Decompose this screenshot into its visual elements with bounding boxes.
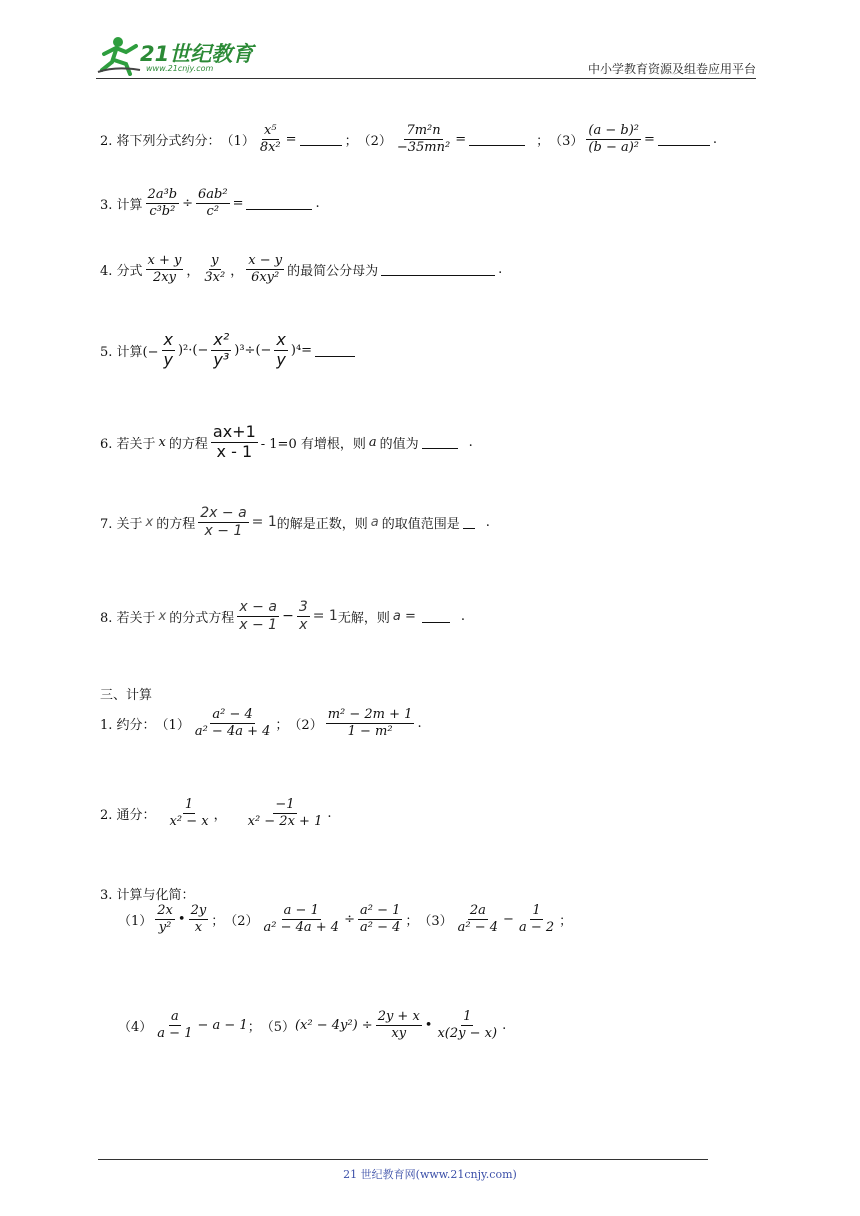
q5-frac1: $\frac{x}{y}$ [163, 330, 173, 369]
q5-blank[interactable] [315, 344, 355, 357]
question-5: 5. 计算(− $\frac{x}{y}$ )²·(− $\frac{\text{x²}}{\text{y³}}$ )³÷(− $\frac{x}{y}$ )⁴= [100, 332, 358, 369]
calc-2: 2. 通分： $\frac{1}{\text{x² − x}}$ ， $\frac{-1}{\text{x² − 2x + 1}}$ . [100, 797, 332, 829]
q4-frac2: $\frac{y}{\text{3x²}}$ [204, 253, 226, 285]
logo-title: 21世纪教育 [140, 42, 254, 66]
q2-part3-label: （3） [549, 133, 584, 149]
q2-frac1: $\frac{\text{x⁵}}{\text{8x²}}$ [259, 123, 281, 155]
question-6: 6. 若关于 x 的方程 $\frac{ax+1}{x - 1}$ - 1=0 有增根，则 a 的值为 . [100, 422, 473, 461]
q6-frac: $\frac{ax+1}{x - 1}$ [212, 422, 256, 461]
q3-lead: 3. 计算 [100, 197, 143, 213]
q5-frac2: $\frac{\text{x²}}{\text{y³}}$ [213, 330, 230, 369]
q2-frac3: $\frac{\text{(a − b)²}}{\text{(b − a)²}}$ [588, 123, 640, 155]
c2-frac2: $\frac{-1}{\text{x² − 2x + 1}}$ [247, 797, 323, 829]
q2-part2-label: （2） [357, 133, 392, 149]
q5-frac3: $\frac{x}{y}$ [276, 330, 286, 369]
q5-lead: 5. 计算(− [100, 344, 159, 360]
q4-frac3: $\frac{x - y}{\text{6xy²}}$ [248, 253, 283, 285]
q4-frac1: $\frac{x + y}{2xy}$ [147, 253, 182, 285]
q8-lead: 8. 若关于 [100, 610, 156, 626]
q2-blank3[interactable] [658, 133, 710, 146]
footer-link[interactable]: 21 世纪教育网(www.21cnjy.com) [343, 1168, 517, 1181]
q6-blank[interactable] [422, 436, 458, 449]
q2-blank1[interactable] [300, 133, 342, 146]
calc-3-row1: （1） $\frac{2x}{\text{y²}}$ • $\frac{2y}{x}$ ； （2） $\frac{a - 1}{\text{a² − 4a + 4}}$ ÷ $\frac{\text{a² − 1}}{\text{a² − 4}}$ ； （3） $\frac{2a}{\text{a² − 4}}$ − $\frac{1}{a - 2}$ ； [118, 903, 573, 935]
header-platform-text: 中小学教育资源及组卷应用平台 [587, 62, 756, 76]
calc-3-title: 3. 计算与化简： [100, 888, 195, 903]
q4-lead: 4. 分式 [100, 263, 143, 279]
c1-frac2: $\frac{\text{m² − 2m + 1}}{\text{1 − m²}}$ [327, 707, 413, 739]
question-4: 4. 分式 $\frac{x + y}{2xy}$ ， $\frac{y}{\text{3x²}}$ ， $\frac{x - y}{\text{6xy²}}$ 的最简公分母为 . [100, 253, 503, 285]
q3-frac2: $\frac{\text{6ab²}}{\text{c²}}$ [198, 187, 228, 219]
section-3-title: 三、计算 [100, 688, 153, 703]
calc-3-row2: （4） $\frac{a}{a - 1}$ − a − 1 ； （5） (x² − 4y²) ÷ $\frac{2y + x}{xy}$ • $\frac{1}{x(2y - x)}$ . [118, 1009, 507, 1041]
q8-frac2: $\frac{3}{x}$ [298, 599, 308, 633]
calc-1: 1. 约分： （1） $\frac{\text{a² − 4}}{\text{a² − 4a + 4}}$ ； （2） $\frac{\text{m² − 2m + 1}}{\text{1 − m²}}$ . [100, 707, 422, 739]
c2-frac1: $\frac{1}{\text{x² − x}}$ [169, 797, 209, 829]
q2-part1-label: （1） [220, 133, 255, 149]
q8-frac1: $\frac{x - a}{x - 1}$ [239, 599, 278, 633]
c1-frac1: $\frac{\text{a² − 4}}{\text{a² − 4a + 4}}$ [194, 707, 271, 739]
q8-blank[interactable] [422, 610, 450, 623]
q7-blank[interactable] [463, 516, 475, 529]
footer-rule [98, 1159, 708, 1160]
q2-lead: 2. 将下列分式约分： [100, 133, 221, 149]
q7-lead: 7. 关于 [100, 516, 143, 532]
q3-frac1: $\frac{\text{2a³b}}{\text{c³b²}}$ [147, 187, 178, 219]
q2-frac2: $\frac{\text{7m²n}}{\text{−35mn²}}$ [396, 123, 451, 155]
q3-blank[interactable] [246, 197, 312, 210]
question-2: 2. 将下列分式约分： （1） $\frac{\text{x⁵}}{\text{8x²}}$ = ； （2） $\frac{\text{7m²n}}{\text{−35mn²}}$ = ； （3） $\frac{\text{(a − b)²}}{\text{(b − a)²}}$ = . [100, 123, 718, 155]
header-rule [96, 78, 756, 79]
q2-blank2[interactable] [469, 133, 525, 146]
question-7: 7. 关于 x 的方程 $\frac{2x - a}{x - 1}$ = 1 的解是正数，则 a 的取值范围是 . [100, 505, 490, 539]
question-8: 8. 若关于 x 的分式方程 $\frac{x - a}{x - 1}$ − $\frac{3}{x}$ = 1 无解，则 a = . [100, 599, 465, 633]
q4-blank[interactable] [381, 263, 495, 276]
q6-lead: 6. 若关于 [100, 436, 156, 452]
header-logo [96, 34, 256, 78]
q7-frac: $\frac{2x - a}{x - 1}$ [200, 505, 247, 539]
logo-url: www.21cnjy.com [146, 64, 214, 73]
question-3: 3. 计算 $\frac{\text{2a³b}}{\text{c³b²}}$ ÷ $\frac{\text{6ab²}}{\text{c²}}$ = . [100, 187, 320, 219]
runner-logo-icon [96, 36, 142, 76]
